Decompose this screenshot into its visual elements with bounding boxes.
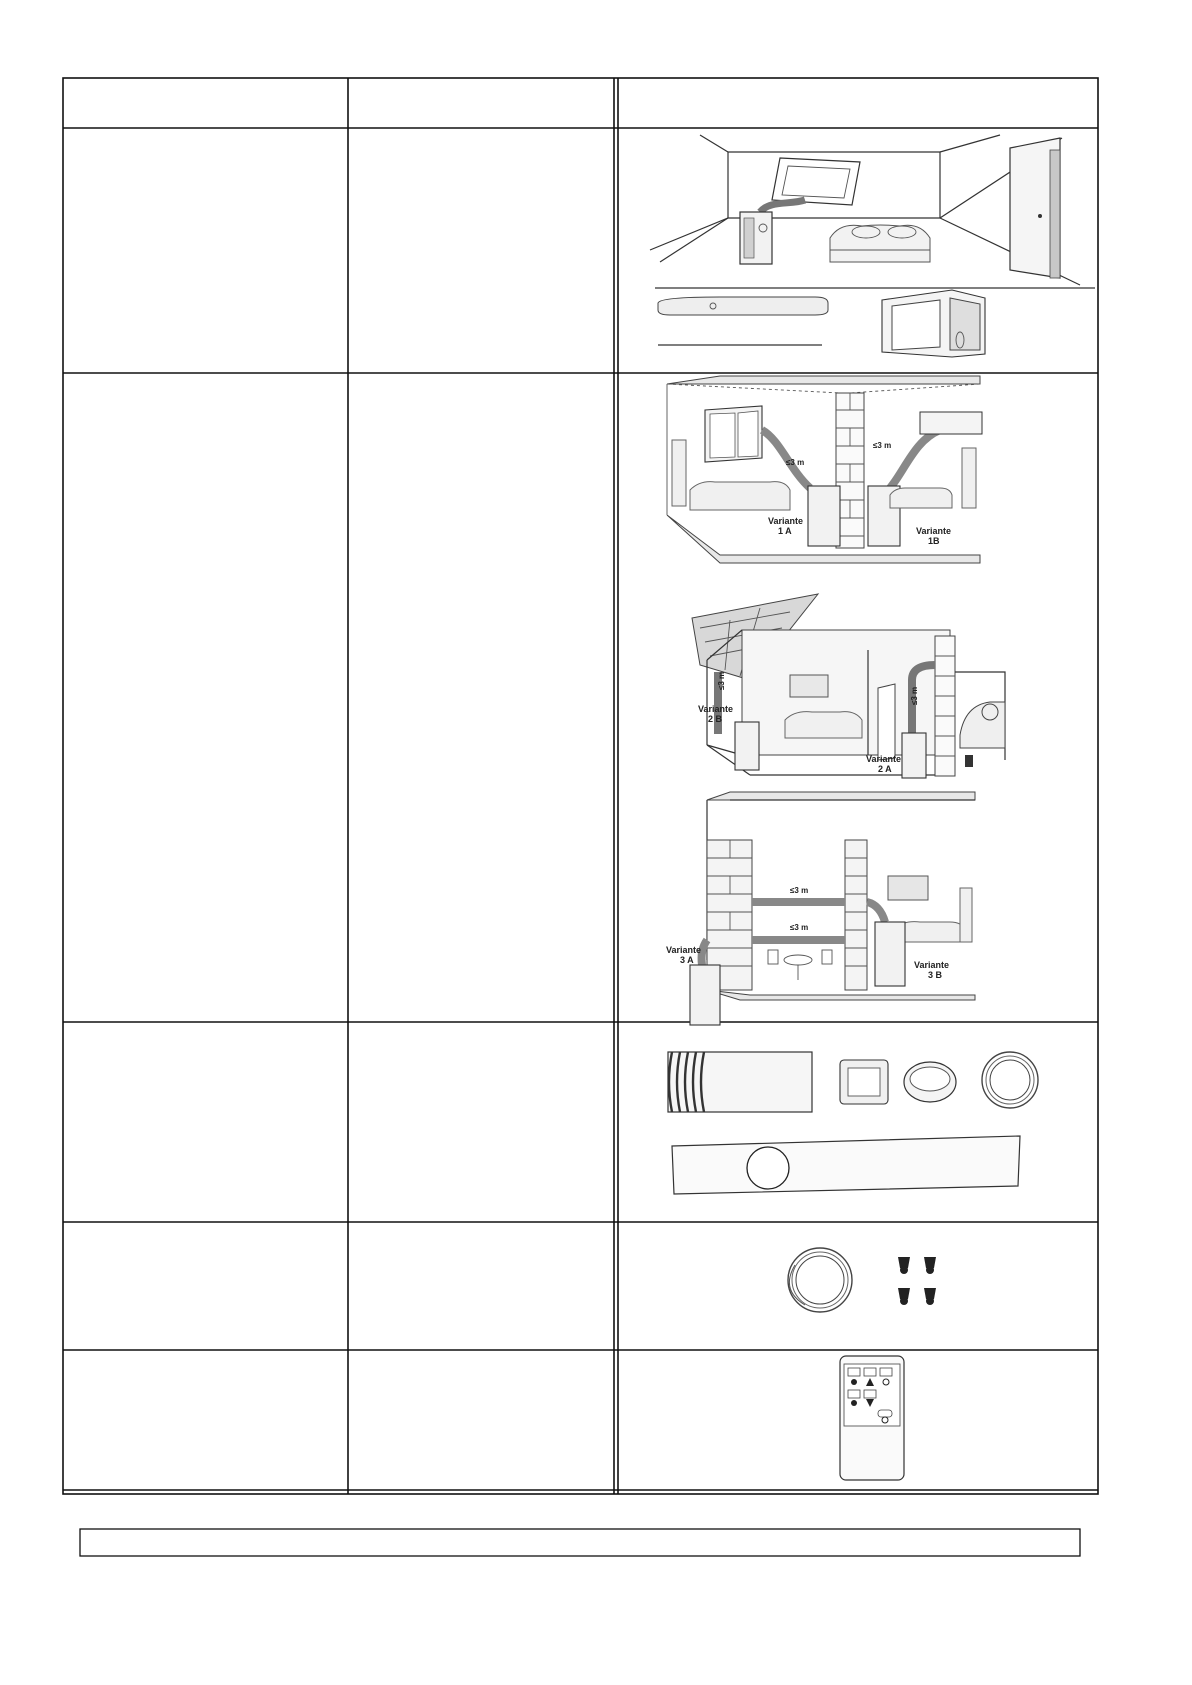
variant-label: 2 A	[878, 764, 892, 774]
distance-mark: ≤3 m	[717, 671, 726, 690]
clock-icon	[960, 888, 972, 942]
clock-icon	[962, 448, 976, 508]
brick-wall-icon	[845, 840, 867, 990]
variant-label: Variante	[916, 526, 952, 536]
variant-label: 2 B	[708, 714, 723, 724]
window-kit-room-illustration	[650, 135, 1095, 357]
sofa-icon	[690, 482, 790, 510]
hose-adapter-icon	[840, 1060, 888, 1104]
clock-icon	[672, 440, 686, 506]
mode-icon	[851, 1400, 857, 1406]
remote-control-illustration	[840, 1356, 904, 1480]
sofa-icon	[785, 712, 862, 738]
ac-unit-icon	[740, 212, 772, 264]
variant-1-illustration	[667, 376, 982, 563]
table-grid	[63, 78, 1098, 1494]
variant-label: Variante	[914, 960, 950, 970]
variant-label: Variante	[866, 754, 902, 764]
distance-mark: ≤3 m	[786, 458, 805, 467]
sofa-icon	[890, 488, 952, 508]
variant-label: Variante	[666, 945, 702, 955]
brick-wall-icon	[935, 636, 955, 776]
variant-label: 3 A	[680, 955, 694, 965]
distance-mark: ≤3 m	[790, 886, 809, 895]
ac-unit-icon	[690, 965, 720, 1025]
exhaust-hose-icon	[668, 1052, 812, 1112]
ac-unit-icon	[902, 733, 926, 778]
window-frame-icon	[882, 290, 985, 357]
distance-mark: ≤3 m	[910, 686, 919, 705]
drain-accessories-illustration	[788, 1248, 936, 1312]
ac-unit-icon	[875, 922, 905, 986]
fan-icon	[851, 1379, 857, 1385]
variant-label: Variante	[768, 516, 804, 526]
table-chairs-icon	[768, 950, 832, 980]
drain-tube-icon	[788, 1248, 852, 1312]
variant-label: 1B	[928, 536, 940, 546]
ac-unit-icon	[808, 486, 840, 546]
window-icon	[705, 406, 762, 462]
parts-illustration	[668, 1052, 1038, 1194]
connector-ring-icon	[904, 1062, 956, 1102]
table-border	[63, 78, 1098, 1494]
ac-unit-icon	[735, 722, 759, 770]
variant-label: Variante	[698, 704, 734, 714]
distance-mark: ≤3 m	[873, 441, 892, 450]
door-icon	[1010, 138, 1060, 278]
sofa-icon	[830, 225, 930, 262]
drain-tube-icon	[982, 1052, 1038, 1108]
distance-mark: ≤3 m	[790, 923, 809, 932]
variant-3-illustration	[666, 792, 975, 1025]
footer-box	[80, 1529, 1080, 1556]
window-seal-strip-icon	[658, 297, 828, 345]
variant-label: 1 A	[778, 526, 792, 536]
window-panel-icon	[672, 1136, 1020, 1194]
car-icon	[960, 702, 1005, 767]
variant-2-illustration	[692, 594, 1005, 778]
caster-wheels-icon	[898, 1257, 936, 1305]
variant-label: 3 B	[928, 970, 943, 980]
